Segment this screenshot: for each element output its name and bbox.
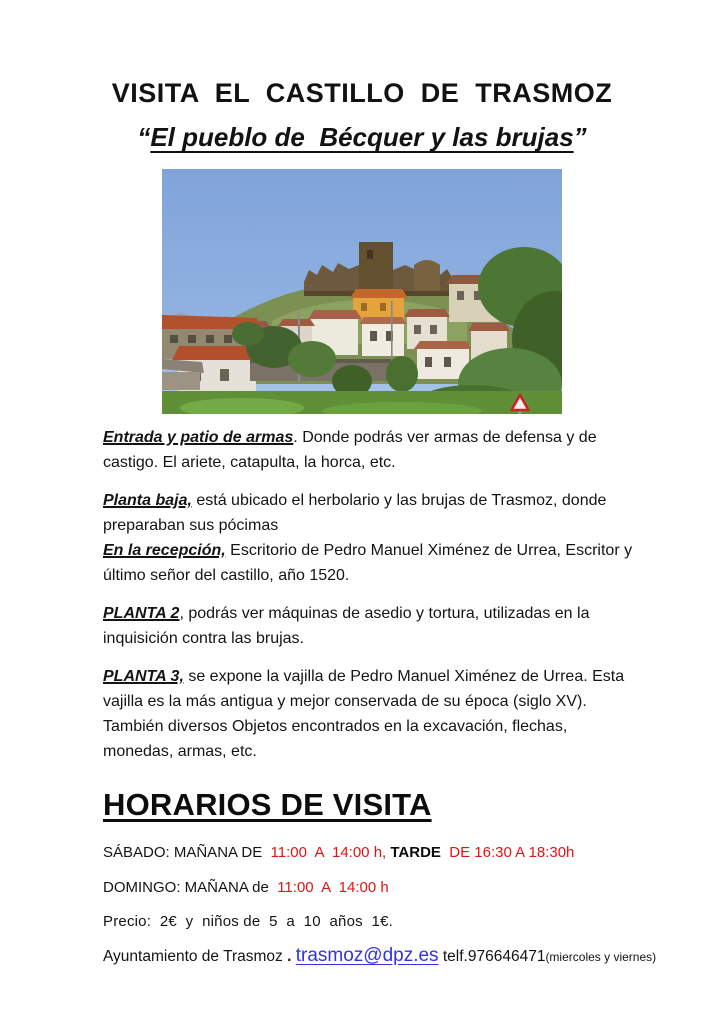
page-subtitle	[0, 122, 724, 153]
paragraph-recepcion-rest: Escritorio de Pedro Manuel Ximénez de Urrea, Escritor y último señor del castillo, año 1520.	[103, 542, 641, 584]
paragraph-planta-2-rest: , podrás ver máquinas de asedio y tortura, utilizadas en la inquisición contra las brujas.	[103, 605, 594, 647]
paragraph-planta-3	[103, 664, 638, 764]
paragraph-planta-2	[103, 601, 638, 651]
paragraph-recepcion	[103, 538, 641, 588]
flyer-page	[0, 78, 724, 1023]
saturday-morning-hours: 11:00 A 14:00 h,	[270, 844, 387, 861]
castle-photo	[162, 169, 562, 414]
subtitle-open-quote: “	[137, 122, 151, 152]
paragraph-planta-baja	[103, 488, 638, 538]
paragraph-entrada-lead: Entrada y patio de armas	[103, 429, 294, 446]
paragraph-recepcion-lead: En la recepción,	[103, 542, 226, 559]
sunday-morning-hours: 11:00 A 14:00 h	[277, 879, 389, 896]
page-title: VISITA EL CASTILLO DE TRASMOZ	[111, 78, 613, 108]
paragraph-entrada-rest: . Donde podrás ver armas de defensa y de castigo. El ariete, catapulta, la horca, etc.	[103, 429, 602, 471]
price-line: Precio: 2€ y niños de 5 a 10 años 1€.	[103, 913, 394, 930]
sunday-label: DOMINGO: MAÑANA de	[103, 879, 278, 896]
schedule-saturday	[103, 844, 703, 861]
footer-days-note: (miercoles y viernes)	[545, 950, 657, 964]
paragraph-planta-3-lead: PLANTA 3,	[103, 668, 184, 685]
paragraph-planta-3-rest: se expone la vajilla de Pedro Manuel Ximénez de Urrea. Esta vajilla es la más antigua y mejor conservada de su época (siglo XV). También diversos Objetos encontrados en la excavación, flechas, monedas, armas, etc.	[103, 668, 629, 760]
email-link[interactable]: trasmoz@dpz.es	[295, 945, 439, 966]
saturday-tarde-label: TARDE	[386, 844, 446, 861]
schedule-heading: HORARIOS DE VISITA	[103, 787, 432, 822]
saturday-afternoon-hours: DE 16:30 A 18:30h	[445, 844, 575, 861]
paragraph-planta-baja-lead: Planta baja,	[103, 492, 192, 509]
saturday-label: SÁBADO: MAÑANA DE	[103, 844, 271, 861]
paragraph-entrada	[103, 425, 638, 475]
footer-phone: telf.976646471	[438, 948, 546, 965]
subtitle-text: El pueblo de Bécquer y las brujas	[150, 122, 574, 152]
castle-photo-illustration	[162, 169, 562, 414]
schedule-sunday	[103, 879, 703, 896]
footer-org: Ayuntamiento de Trasmoz	[103, 948, 288, 965]
footer-contact	[103, 945, 703, 967]
footer-separator-dot: .	[287, 948, 296, 965]
body-text	[103, 425, 641, 764]
paragraph-planta-baja-rest: está ubicado el herbolario y las brujas de Trasmoz, donde preparaban sus pócimas	[103, 492, 611, 534]
subtitle-close-quote: ”	[573, 122, 587, 152]
paragraph-planta-2-lead: PLANTA 2	[103, 605, 180, 622]
